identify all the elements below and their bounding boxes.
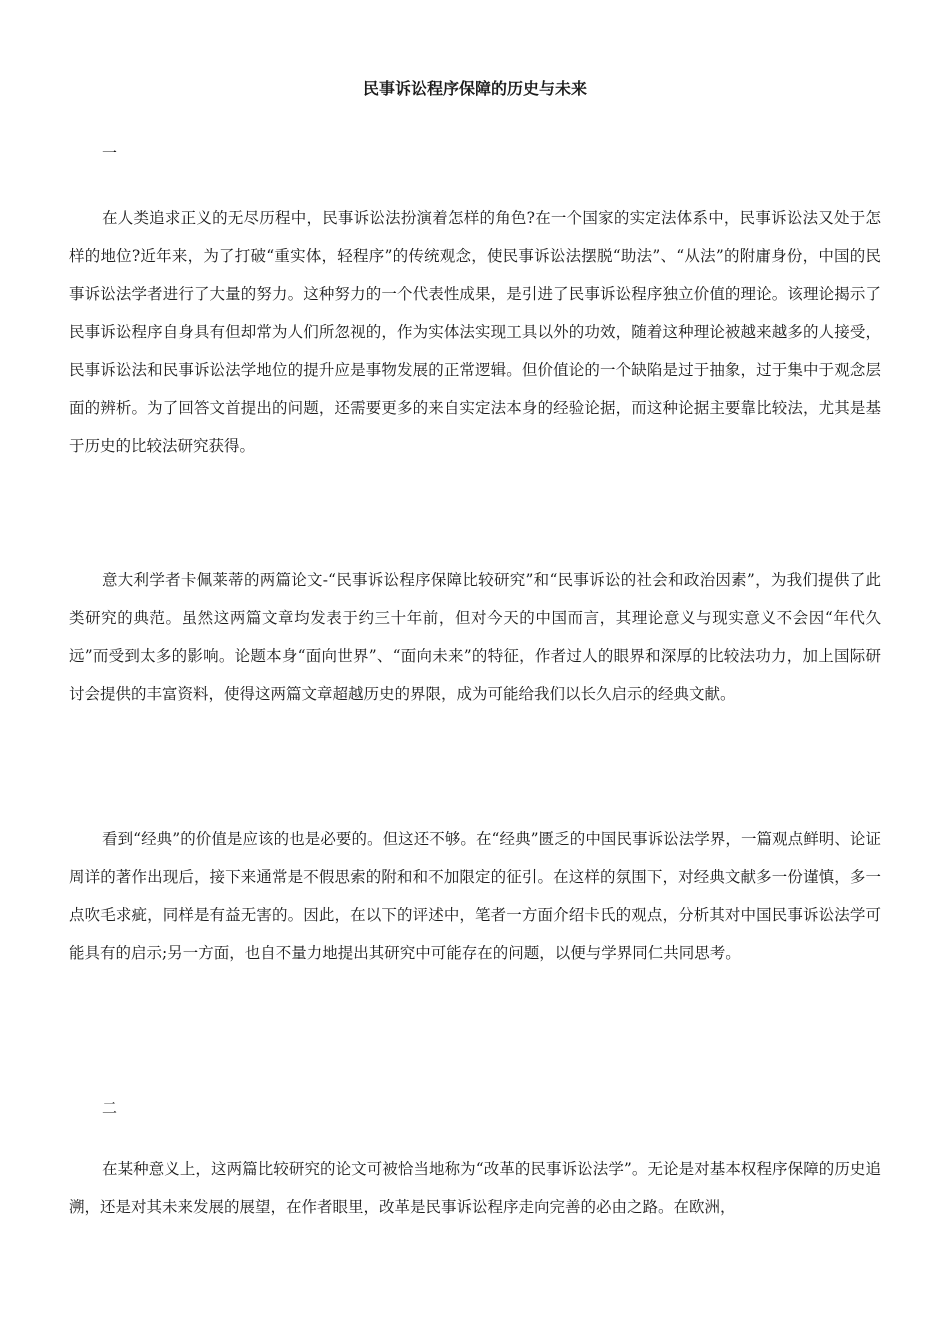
paragraph-1: 在人类追求正义的无尽历程中，民事诉讼法扮演着怎样的角色?在一个国家的实定法体系中，民事诉讼法又处于怎样的地位?近年来，为了打破“重实体，轻程序”的传统观念，使民事诉讼法摆脱“助法”、“从法”的附庸身份，中国的民事诉讼法学者进行了大量的努力。这种努力的一个代表性成果，是引进了民事诉讼程序独立价值的理论。该理论揭示了民事诉讼程序自身具有但却常为人们所忽视的，作为实体法实现工具以外的功效，随着这种理论被越来越多的人接受，民事诉讼法和民事诉讼法学地位的提升应是事物发展的正常逻辑。但价值论的一个缺陷是过于抽象，过于集中于观念层面的辨析。为了回答文首提出的问题，还需要更多的来自实定法本身的经验论据，而这种论据主要靠比较法，尤其是基于历史的比较法研究获得。 [69,209,881,455]
paragraph-4: 在某种意义上，这两篇比较研究的论文可被恰当地称为“改革的民事诉讼法学”。无论是对基本权程序保障的历史追溯，还是对其未来发展的展望，在作者眼里，改革是民事诉讼程序走向完善的必由之路。在欧洲， [69,1160,881,1216]
paragraph-2: 意大利学者卡佩莱蒂的两篇论文-“民事诉讼程序保障比较研究”和“民事诉讼的社会和政治因素”，为我们提供了此类研究的典范。虽然这两篇文章均发表于约三十年前，但对今天的中国而言，其理论意义与现实意义不会因“年代久远”而受到太多的影响。论题本身“面向世界”、“面向未来”的特征，作者过人的眼界和深厚的比较法功力，加上国际研讨会提供的丰富资料，使得这两篇文章超越历史的界限，成为可能给我们以长久启示的经典文献。 [69,571,881,703]
document-title: 民事诉讼程序保障的历史与未来 [362,79,587,98]
section-number-1: 一 [102,144,118,162]
section-number-2: 二 [102,1099,118,1117]
paragraph-3: 看到“经典”的价值是应该的也是必要的。但这还不够。在“经典”匮乏的中国民事诉讼法学界，一篇观点鲜明、论证周详的著作出现后，接下来通常是不假思索的附和和不加限定的征引。在这样的氛围下，对经典文献多一份谨慎，多一点吹毛求疵，同样是有益无害的。因此，在以下的评述中，笔者一方面介绍卡氏的观点，分析其对中国民事诉讼法学可能具有的启示;另一方面，也自不量力地提出其研究中可能存在的问题，以便与学界同仁共同思考。 [69,830,881,962]
